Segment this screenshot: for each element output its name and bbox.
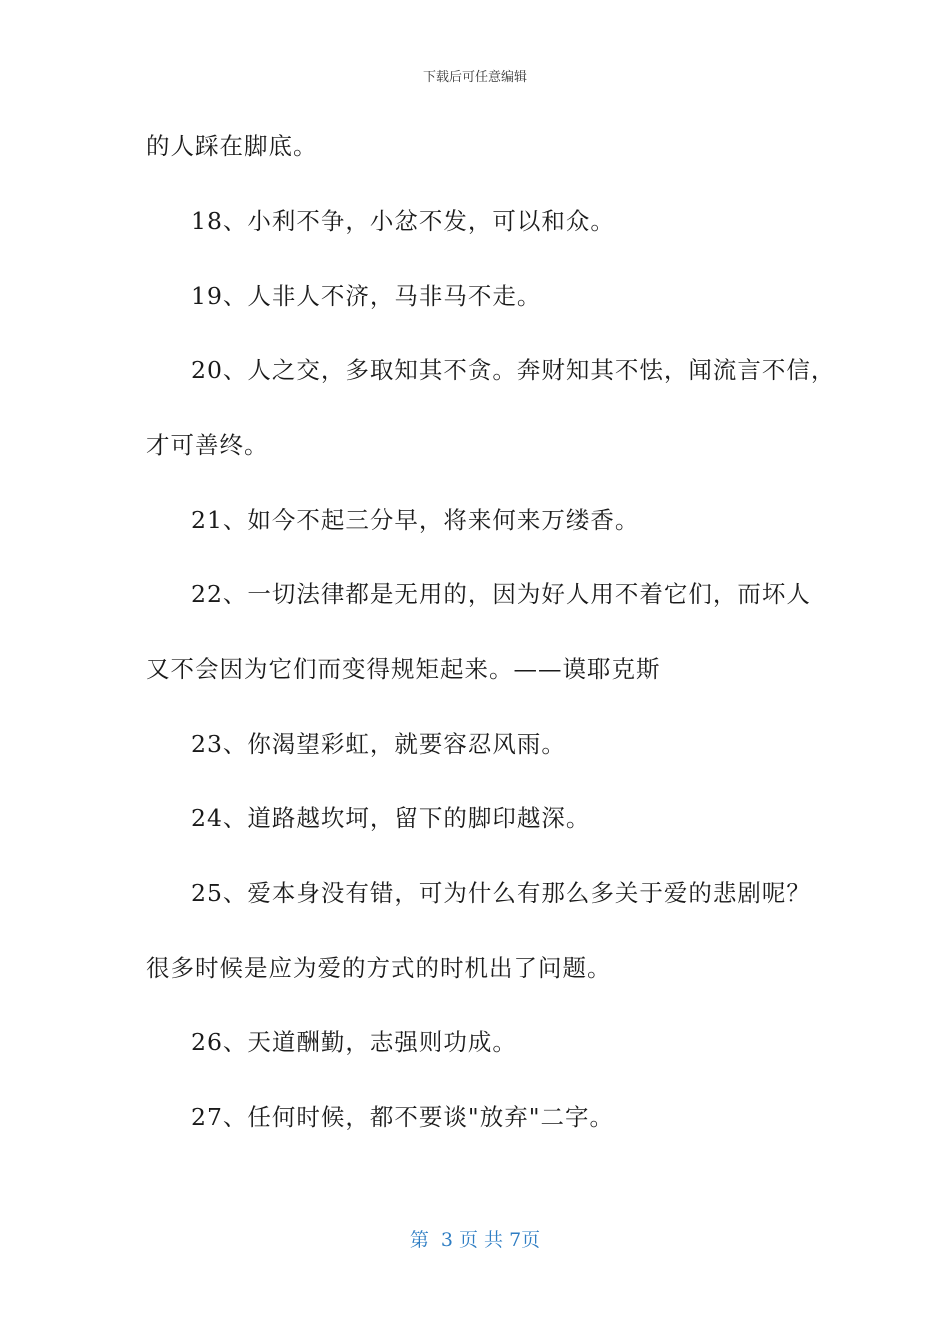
quote-23: 23、你渴望彩虹，就要容忍风雨。 [191,730,566,758]
page-header: 下载后可任意编辑 [422,70,527,85]
quote-26: 26、天道酬勤，志强则功成。 [191,1028,517,1056]
quote-18: 18、小利不争，小忿不发，可以和众。 [191,207,615,235]
quote-27: 27、任何时候，都不要谈"放弃"二字。 [191,1103,615,1131]
quote-24: 24、道路越坎坷，留下的脚印越深。 [191,804,591,832]
quote-22: 22、一切法律都是无用的，因为好人用不着它们，而坏人 [191,580,811,608]
quote-20: 20、人之交，多取知其不贪。奔财知其不怯，闻流言不信， [191,356,836,384]
quote-22-continuation: 又不会因为它们而变得规矩起来。——谟耶克斯 [146,655,661,683]
quote-25: 25、爱本身没有错，可为什么有那么多关于爱的悲剧呢？ [191,879,811,907]
text-line-continuation: 的人踩在脚底。 [146,132,318,160]
quote-20-continuation: 才可善终。 [146,431,269,459]
quote-21: 21、如今不起三分早，将来何来万缕香。 [191,506,640,534]
page-number-footer: 第 3 页 共 7页 [409,1229,541,1251]
quote-19: 19、人非人不济，马非马不走。 [191,282,542,310]
quote-25-continuation: 很多时候是应为爱的方式的时机出了问题。 [146,954,612,982]
